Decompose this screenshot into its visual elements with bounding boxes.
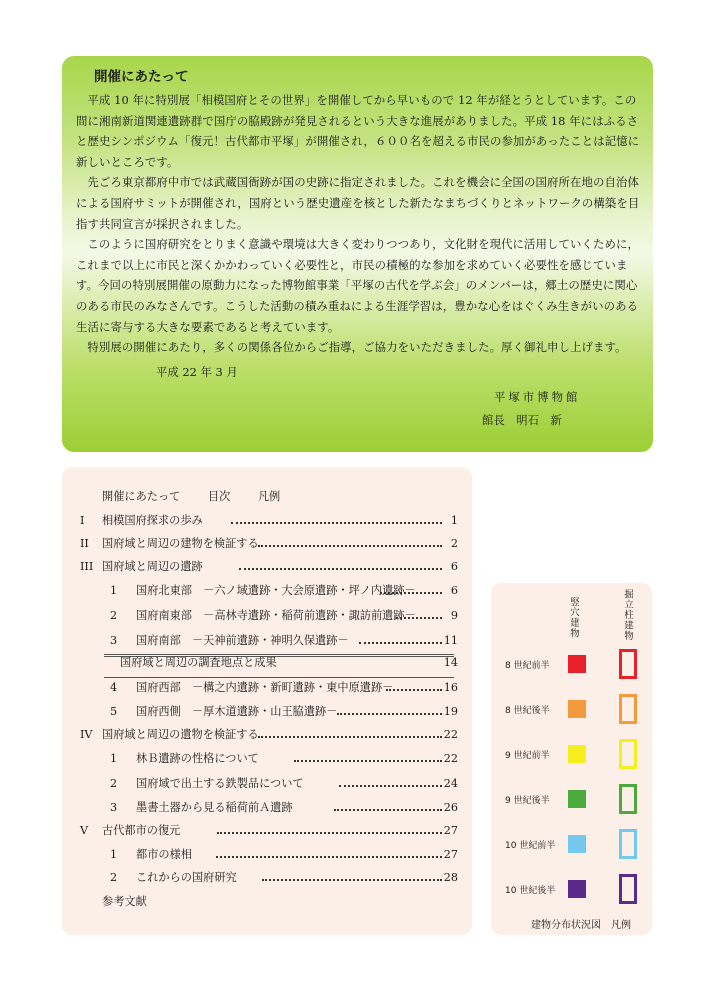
greeting-paragraph-3: このように国府研究をとりまく意識や環境は大きく変わりつつあり，文化財を現代に活用していくために，これまで以上に市民と深くかかわっていく必要性と，市民の積極的な参加を求めていく必要性を感じています。今回の特別展開催の原動力になった博物館事業「平塚の古代を学ぶ会」のメンバーは，郷土の歴史に関心のある市民のみなさんです。こうした活動の積み重ねによる生涯学習は，豊かな心をはぐくみ生きがいのある生活に寄与する大きな要素であると考えています。 <box>76 237 639 334</box>
toc-entry-label: 相模国府探求の歩み <box>102 514 203 527</box>
toc-leader-dots <box>217 832 442 834</box>
toc-entry-number: V <box>80 824 89 837</box>
legend-pit-dwelling-swatch <box>568 700 586 718</box>
toc-entry-label: 墨書土器から見る稲荷前Ａ遺跡 <box>136 801 293 814</box>
toc-leader-dots <box>231 522 442 524</box>
toc-entry-page: 19 <box>443 705 458 718</box>
toc-entry-page: 27 <box>443 824 458 837</box>
toc-leader-dots <box>334 809 442 811</box>
toc-entry-page: 22 <box>443 752 458 765</box>
toc-entry <box>62 605 472 627</box>
legend-pillar-building-swatch <box>619 694 637 724</box>
toc-entry <box>62 820 472 842</box>
table-of-contents <box>62 467 472 935</box>
toc-entry-page: 11 <box>443 634 458 647</box>
toc-entry <box>62 630 472 652</box>
toc-entry-page: 16 <box>443 681 458 694</box>
toc-entry-number: 1 <box>110 848 118 861</box>
toc-entry-number: II <box>80 537 89 550</box>
toc-entry-label: 国府南部 －天神前遺跡・神明久保遺跡－ <box>136 634 349 647</box>
legend-period-label: 9 世紀後半 <box>505 796 550 806</box>
toc-entry-label: 国府域と周辺の建物を検証する <box>102 537 259 550</box>
toc-entry-page: 28 <box>443 871 458 884</box>
legend-period-label: 10 世紀前半 <box>505 841 556 851</box>
legend-col-pit-dwelling: 竪穴建物 <box>568 597 579 639</box>
toc-entry-page: 22 <box>443 728 458 741</box>
legend-period-label: 10 世紀後半 <box>505 886 556 896</box>
toc-entry-label: 国府南東部 －高林寺遺跡・稲荷前遺跡・諏訪前遺跡－ <box>136 609 416 622</box>
toc-entry-label: これからの国府研究 <box>136 871 237 884</box>
toc-entry-page: 6 <box>450 584 458 597</box>
toc-leader-dots <box>262 879 442 881</box>
toc-entry-label: 林Ｂ遺跡の性格について <box>136 752 259 765</box>
toc-entry-page: 26 <box>443 801 458 814</box>
toc-header-contents: 目次 <box>207 490 231 503</box>
toc-leader-dots <box>359 642 442 644</box>
legend-pillar-building-swatch <box>619 739 637 769</box>
toc-entry-label: 参考文献 <box>102 895 147 908</box>
toc-entry-number: 2 <box>110 777 118 790</box>
legend-pillar-building-swatch <box>619 784 637 814</box>
toc-entry <box>62 724 472 746</box>
greeting-signature: 館長 明石 新 <box>482 413 562 427</box>
greeting-panel <box>62 56 653 452</box>
legend-col-pillar-building: 掘立柱建物 <box>622 589 633 641</box>
toc-entry-number: I <box>80 514 85 527</box>
toc-leader-dots <box>258 545 442 547</box>
toc-leader-dots <box>258 736 442 738</box>
toc-entry <box>62 677 472 699</box>
greeting-organization: 平塚市博物館 <box>494 390 581 404</box>
toc-header-greeting: 開催にあたって <box>102 490 181 503</box>
toc-entry <box>62 773 472 795</box>
toc-entry-label: 国府域と周辺の遺跡 <box>102 560 203 573</box>
legend-pit-dwelling-swatch <box>568 835 586 853</box>
greeting-title: 開催にあたって <box>94 69 189 85</box>
legend-pit-dwelling-swatch <box>568 745 586 763</box>
legend-pit-dwelling-swatch <box>568 880 586 898</box>
toc-entry <box>62 533 472 555</box>
toc-entry-number: 1 <box>110 752 118 765</box>
toc-entry <box>62 867 472 889</box>
legend-pit-dwelling-swatch <box>568 655 586 673</box>
toc-entry <box>62 797 472 819</box>
legend-period-label: 9 世紀前半 <box>505 751 550 761</box>
toc-entry-label: 国府域と周辺の調査地点と成果 <box>120 656 277 669</box>
toc-entry-label: 国府西側 －厚木道遺跡・山王脇遺跡－ <box>136 705 338 718</box>
toc-entry-number: 1 <box>110 584 118 597</box>
toc-entry-number: 3 <box>110 801 118 814</box>
toc-entry-page: 24 <box>443 777 458 790</box>
toc-entry-number: III <box>80 560 94 573</box>
building-legend <box>491 583 652 935</box>
legend-pillar-building-swatch <box>619 649 637 679</box>
greeting-date: 平成 22 年 3 月 <box>156 364 238 379</box>
toc-entry-label: 国府西部 －構之内遺跡・新町遺跡・東中原遺跡－ <box>136 681 394 694</box>
toc-leader-dots <box>380 592 442 594</box>
toc-leader-dots <box>396 617 442 619</box>
toc-leader-dots <box>337 713 442 715</box>
toc-entry <box>62 652 472 674</box>
toc-entry-number: 2 <box>110 609 118 622</box>
toc-entry-page: 14 <box>443 656 458 669</box>
toc-entry <box>62 748 472 770</box>
toc-leader-dots <box>339 785 442 787</box>
legend-period-label: 8 世紀前半 <box>505 661 550 671</box>
toc-entry-page: 6 <box>450 560 458 573</box>
toc-entry-number: 4 <box>110 681 118 694</box>
toc-entry-page: 2 <box>450 537 458 550</box>
toc-entry-page: 27 <box>443 848 458 861</box>
greeting-paragraph-1: 平成 10 年に特別展「相模国府とその世界」を開催してから早いもので 12 年が経とうとしています。この間に湘南新道関連遺跡群で国庁の脇殿跡が発見されるという大きな進展がありました。平成 18 年にはふるさと歴史シンポジウム「復元！古代都市平塚」が開催され，６００名を超える市民の参加があったことは記憶に新しいところです。 <box>76 93 640 169</box>
toc-header-legend: 凡例 <box>257 490 281 503</box>
toc-entry-label: 国府北東部 －六ノ域遺跡・大会原遺跡・坪ノ内遺跡－ <box>136 584 416 597</box>
toc-entry <box>62 556 472 578</box>
toc-entry-label: 古代都市の復元 <box>102 824 181 837</box>
greeting-paragraph-4: 特別展の開催にあたり，多くの関係各位からご指導，ご協力をいただきました。厚く御礼申し上げます。 <box>87 340 627 355</box>
toc-entry <box>62 891 472 913</box>
toc-entry-number: 5 <box>110 705 118 718</box>
legend-period-label: 8 世紀後半 <box>505 706 550 716</box>
toc-entry <box>62 510 472 532</box>
toc-header <box>102 488 304 504</box>
greeting-paragraph-2: 先ごろ東京都府中市では武蔵国衙跡が国の史跡に指定されました。これを機会に全国の国府所在地の自治体による国府サミットが開催され，国府という歴史遺産を核とした新たなまちづくりとネットワークの構築を目指す共同宣言が採択されました。 <box>76 175 640 231</box>
toc-leader-dots <box>294 760 442 762</box>
toc-leader-dots <box>386 689 442 691</box>
toc-entry-number: 2 <box>110 871 118 884</box>
toc-entry <box>62 701 472 723</box>
legend-pillar-building-swatch <box>619 874 637 904</box>
legend-caption: 建物分布状況図 凡例 <box>531 920 631 931</box>
toc-leader-dots <box>239 568 442 570</box>
legend-pit-dwelling-swatch <box>568 790 586 808</box>
toc-entry-label: 国府域で出土する鉄製品について <box>136 777 304 790</box>
toc-entry-label: 国府域と周辺の遺物を検証する <box>102 728 259 741</box>
toc-entry-page: 1 <box>450 514 458 527</box>
toc-entry-number: IV <box>80 728 93 741</box>
toc-entry-page: 9 <box>450 609 458 622</box>
toc-entry-number: 3 <box>110 634 118 647</box>
toc-leader-dots <box>216 856 442 858</box>
toc-entry <box>62 580 472 602</box>
toc-entry-label: 都市の様相 <box>136 848 192 861</box>
legend-pillar-building-swatch <box>619 829 637 859</box>
toc-entry <box>62 844 472 866</box>
